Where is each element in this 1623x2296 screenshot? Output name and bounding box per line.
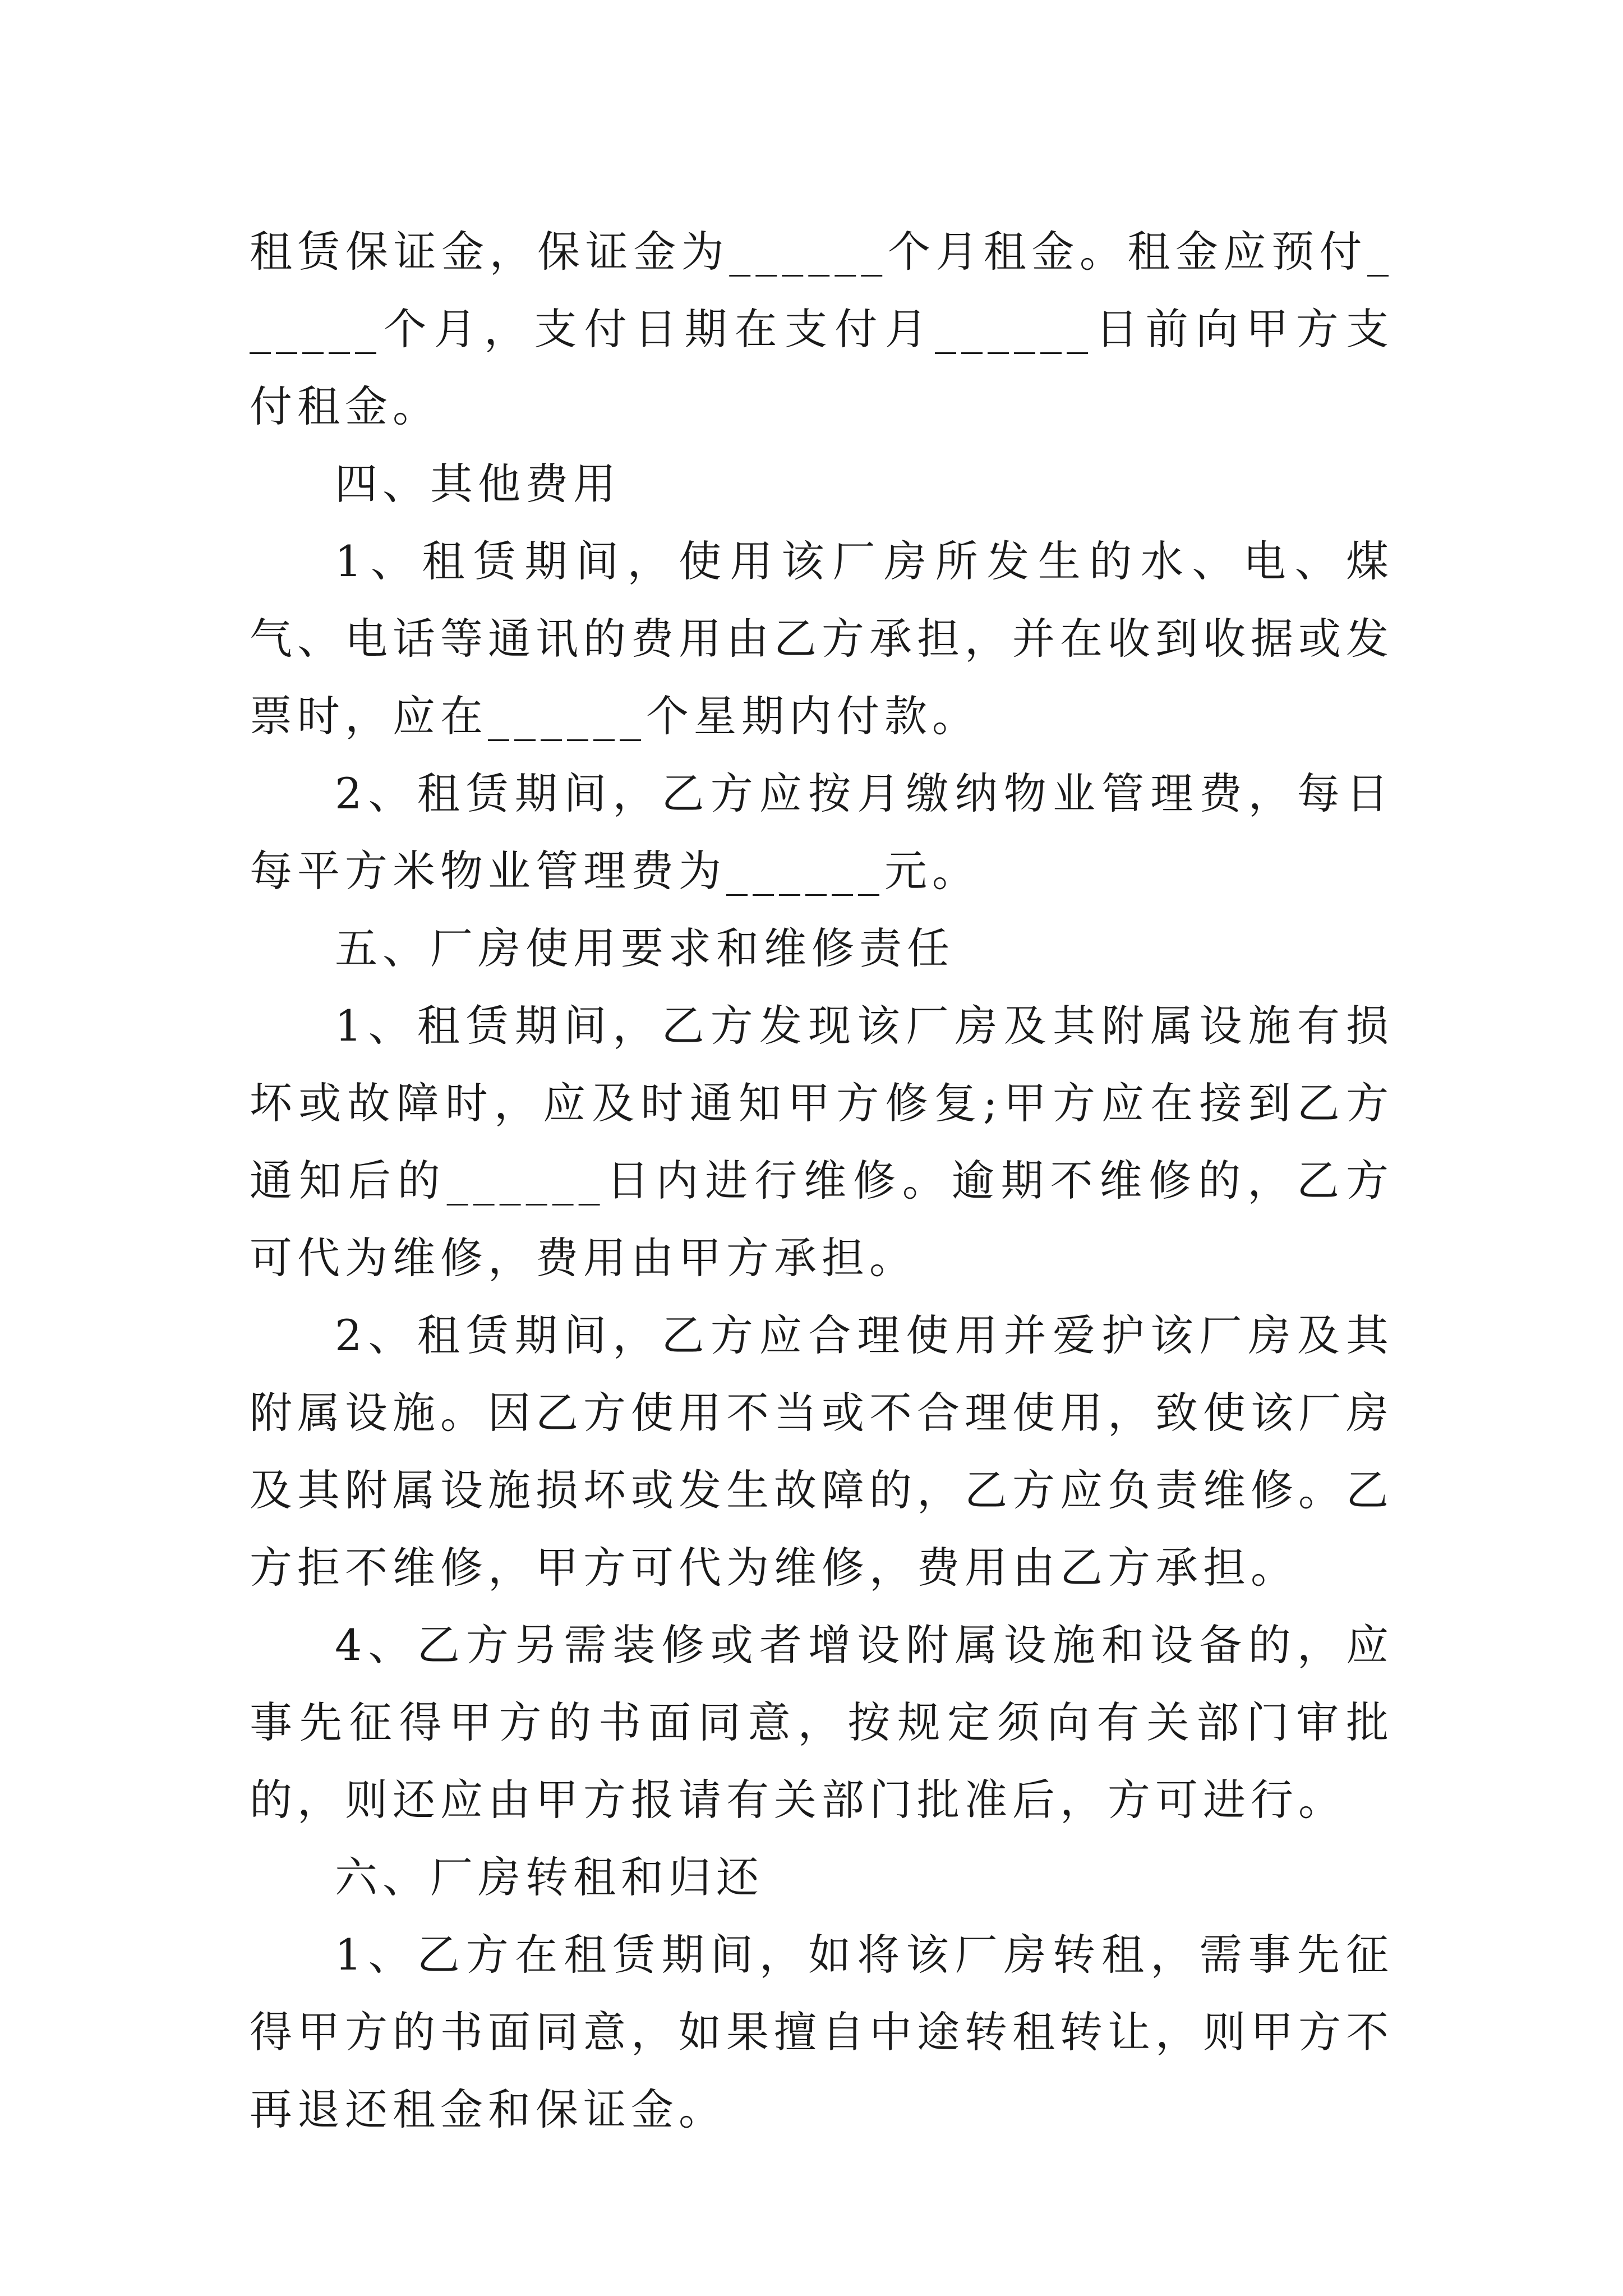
clause-property-fee: 2、租赁期间，乙方应按月缴纳物业管理费，每日每平方米物业管理费为______元。	[250, 769, 1394, 896]
document-body	[250, 213, 1394, 2148]
clause-renovation: 4、乙方另需装修或者增设附属设施和设备的，应事先征得甲方的书面同意，按规定须向有关部门审批的，则还应由甲方报请有关部门批准后，方可进行。	[250, 1620, 1394, 1825]
section-heading-other-fees: 四、其他费用	[335, 459, 621, 509]
clause-proper-use: 2、租赁期间，乙方应合理使用并爱护该厂房及其附属设施。因乙方使用不当或不合理使用，致使该厂房及其附属设施损坏或发生故障的，乙方应负责维修。乙方拒不维修，甲方可代为维修，费用由乙方承担。	[250, 1310, 1394, 1593]
paragraph-deposit-continuation: 租赁保证金，保证金为______个月租金。租金应预付______个月，支付日期在支付月______日前向甲方支付租金。	[250, 227, 1394, 431]
clause-utilities: 1、租赁期间，使用该厂房所发生的水、电、煤气、电话等通讯的费用由乙方承担，并在收到收据或发票时，应在______个星期内付款。	[250, 536, 1394, 741]
clause-repair-notice: 1、租赁期间，乙方发现该厂房及其附属设施有损坏或故障时，应及时通知甲方修复;甲方应在接到乙方通知后的______日内进行维修。逾期不维修的，乙方可代为维修，费用由甲方承担。	[250, 1001, 1394, 1283]
clause-sublease: 1、乙方在租赁期间，如将该厂房转租，需事先征得甲方的书面同意，如果擅自中途转租转让，则甲方不再退还租金和保证金。	[250, 1930, 1394, 2134]
section-heading-sublease-return: 六、厂房转租和归还	[335, 1852, 764, 1902]
section-heading-usage-maintenance: 五、厂房使用要求和维修责任	[335, 923, 955, 973]
